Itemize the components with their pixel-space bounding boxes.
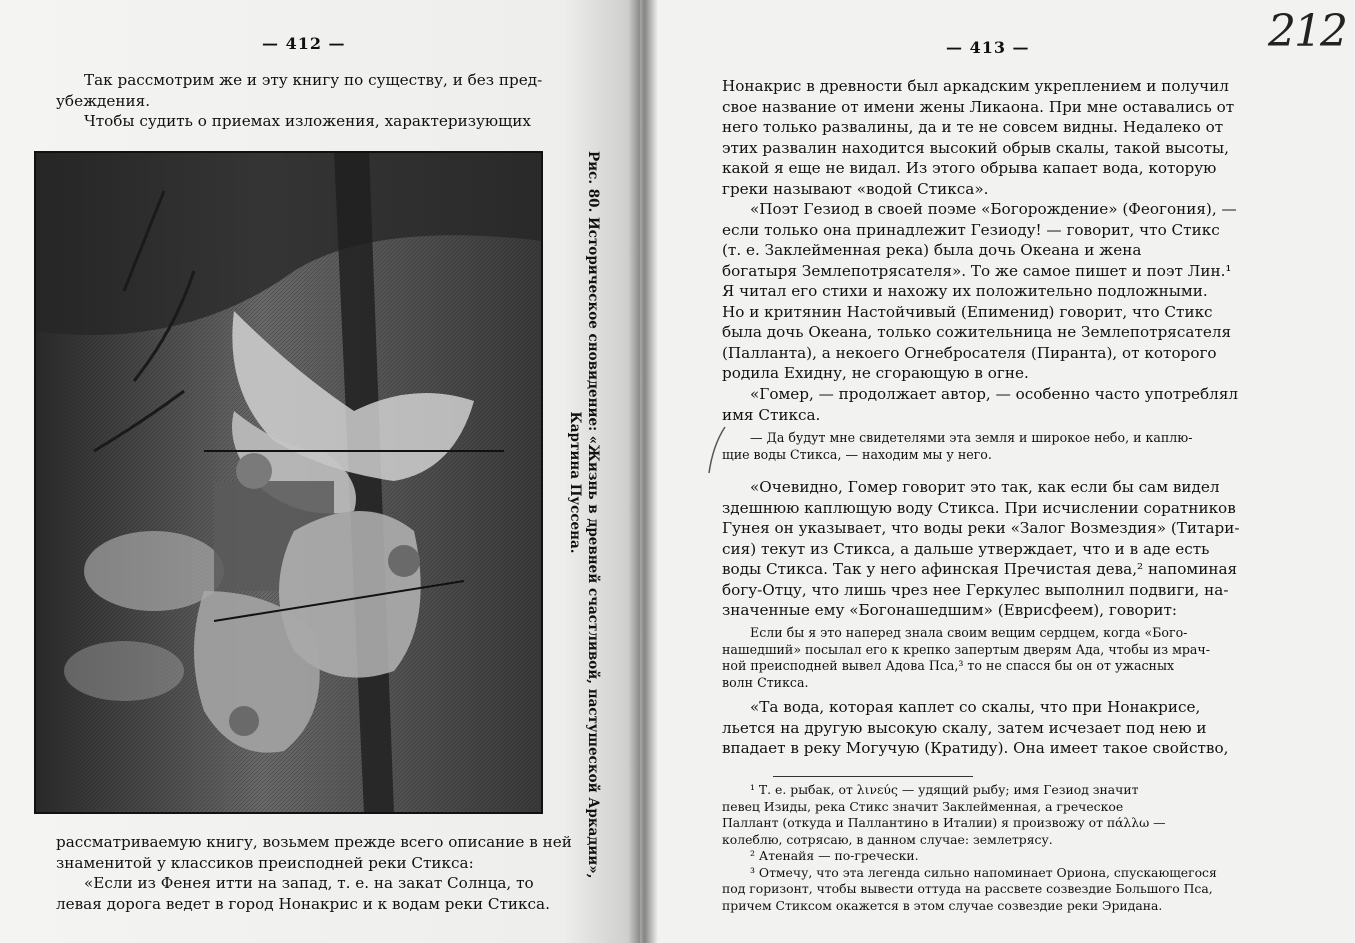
handwritten-page-number: 212 [1268,6,1346,57]
right-quote-1 [722,430,1232,463]
text-line: левая дорога ведет в город Нонакрис и к водам реки Стикса. [56,894,550,913]
text-line: щие воды Стикса, — находим мы у него. [722,446,992,462]
right-para-4 [722,477,1240,621]
text-line: здешнюю каплющую воду Стикса. При исчислении соратников [722,498,1236,517]
footnote-line: под горизонт, чтобы вывести оттуда на рассвете созвездие Большого Пса, [722,881,1213,896]
text-line: волн Стикса. [722,674,809,690]
right-quote-2 [722,625,1232,691]
footnote-line: ² Атенайя — по-гречески. [750,848,919,863]
text-line: если только она принадлежит Гезиоду! — говорит, что Стикс [722,220,1220,239]
text-line: «Очевидно, Гомер говорит это так, как если бы сам видел [750,478,1220,496]
text-line: «Если из Фенея итти на запад, т. е. на закат Солнца, то [84,874,534,892]
right-para-1 [722,76,1240,199]
text-line: была дочь Океана, только сожительница не Землепотрясателя [722,323,1232,341]
right-para-5 [722,697,1240,759]
text-line: родила Ехидну, не сгорающую в огне. [722,364,1029,382]
right-para-3 [722,384,1240,425]
text-line: какой я еще не видал. Из этого обрыва капает вода, которую [722,159,1217,177]
text-line: воды Стикса. Так у него афинская Пречистая дева,² напоминая [722,560,1238,578]
text-line: богу-Отцу, что лишь чрез нее Геркулес выполнил подвиги, на- [722,580,1229,599]
engraving-illustration [34,151,543,814]
page-number-right: — 413 — [946,38,1030,57]
text-line: Нонакрис в древности был аркадским укреплением и получил [722,77,1229,95]
footnotes [722,782,1232,914]
text-line: «Гомер, — продолжает автор, — особенно часто употреблял [750,385,1239,403]
text-line: Но и критянин Настойчивый (Епименид) говорит, что Стикс [722,302,1213,321]
text-line: впадает в реку Могучую (Кратиду). Она имеет такое свойство, [722,739,1229,757]
text-line: — Да будут мне свидетелями эта земля и широкое небо, и каплю- [750,430,1193,445]
text-line: имя Стикса. [722,405,821,424]
text-line: знаменитой у классиков преисподней реки Стикса: [56,853,474,872]
text-line: убеждения. [56,91,151,110]
text-line: ной преисподней вывел Адова Пса,³ то не спасся бы он от ужасных [722,658,1175,673]
footnote-line: ¹ Т. е. рыбак, от λινεύς — удящий рыбу; имя Гезиод значит [750,782,1139,797]
text-line: рассматриваемую книгу, возьмем прежде всего описание в ней [56,833,572,851]
footnote-line: ³ Отмечу, что эта легенда сильно напоминает Ориона, спускающегося [750,864,1217,880]
text-line: Гунея он указывает, что воды реки «Залог Возмездия» (Титари- [722,519,1240,537]
page-number-left: — 412 — [262,34,346,53]
text-line: Если бы я это наперед знала своим вещим сердцем, когда «Бого- [750,625,1188,640]
footnote-line: причем Стиксом окажется в этом случае созвездие реки Эридана. [722,897,1163,913]
text-line: этих развалин находится высокий обрыв скалы, такой высоты, [722,138,1229,157]
footnote-line: Паллант (откуда и Паллантино в Италии) я произвожу от πάλλω — [722,815,1166,830]
text-line: значенные ему «Богонашедшим» (Еврисфеем), говорит: [722,601,1178,619]
left-top-text [56,70,564,132]
text-line: льется на другую высокую скалу, затем исчезает под нею и [722,718,1207,737]
footnote-line: колеблю, сотрясаю, в данном случае: землетрясу. [722,831,1053,847]
text-line: свое название от имени жены Ликаона. При мне оставались от [722,97,1235,116]
footnote-line: певец Изиды, река Стикс значит Заклейменная, а греческое [722,798,1124,814]
right-para-2 [722,199,1240,384]
left-page [0,0,640,943]
left-bottom-text [56,832,572,914]
text-line: Так рассмотрим же и эту книгу по существу, и без пред- [84,71,543,89]
text-line: (Палланта), а некоего Огнебросателя (Пиранта), от которого [722,343,1217,362]
caption-line: Картина Пуссена. [567,411,583,554]
text-line: (т. е. Заклейменная река) была дочь Океана и жена [722,241,1142,259]
text-line: нашедший» посылал его к крепко запертым дверям Ада, чтобы из мрач- [722,641,1211,657]
figure-caption [562,151,602,879]
text-line: «Поэт Гезиод в своей поэме «Богорождение» (Феогония), — [750,200,1237,218]
text-line: «Та вода, которая каплет со скалы, что при Нонакрисе, [750,698,1201,716]
text-line: греки называют «водой Стикса». [722,179,989,198]
text-line: Я читал его стихи и нахожу их положительно подложными. [722,282,1208,300]
text-line: Чтобы судить о приемах изложения, характеризующих [84,112,531,130]
text-line: богатыря Землепотрясателя». То же самое пишет и поэт Лин.¹ [722,261,1232,280]
caption-line: Рис. 80. Историческое сновидение: «Жизнь в древней счастливой, пастушеской Аркадии», [585,151,601,879]
text-line: него только развалины, да и те не совсем видны. Недалеко от [722,118,1224,136]
text-line: сия) текут из Стикса, а дальше утверждает, что и в аде есть [722,539,1210,558]
footnote-rule [773,776,973,777]
